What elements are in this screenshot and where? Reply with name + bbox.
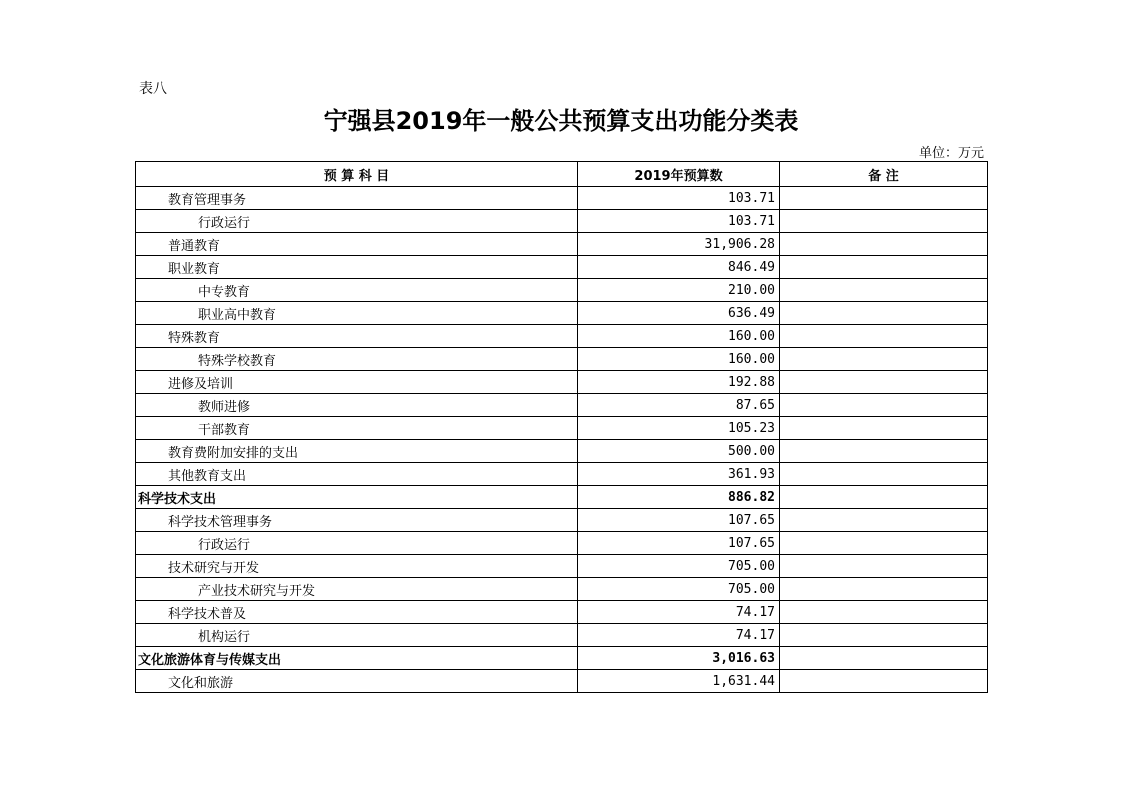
amount-cell: 1,631.44	[578, 670, 780, 693]
table-row	[136, 601, 988, 624]
note-cell	[780, 624, 988, 647]
table-row	[136, 348, 988, 371]
amount-cell: 103.71	[578, 187, 780, 210]
amount-cell: 103.71	[578, 210, 780, 233]
note-cell	[780, 532, 988, 555]
amount-cell: 74.17	[578, 624, 780, 647]
page-title: 宁强县2019年一般公共预算支出功能分类表	[323, 107, 799, 135]
note-cell	[780, 417, 988, 440]
subject-cell: 职业高中教育	[136, 302, 578, 325]
table-row	[136, 256, 988, 279]
table-row	[136, 555, 988, 578]
table-row	[136, 417, 988, 440]
note-cell	[780, 394, 988, 417]
note-cell	[780, 325, 988, 348]
amount-cell: 107.65	[578, 509, 780, 532]
amount-cell: 107.65	[578, 532, 780, 555]
subject-cell: 教育管理事务	[136, 187, 578, 210]
note-cell	[780, 279, 988, 302]
amount-cell: 636.49	[578, 302, 780, 325]
subject-cell: 科学技术普及	[136, 601, 578, 624]
note-cell	[780, 486, 988, 509]
table-body	[136, 187, 988, 693]
amount-cell: 192.88	[578, 371, 780, 394]
subject-cell: 职业教育	[136, 256, 578, 279]
note-cell	[780, 578, 988, 601]
unit-label: 单位：万元	[918, 146, 984, 161]
table-row	[136, 325, 988, 348]
subject-cell: 科学技术管理事务	[136, 509, 578, 532]
note-cell	[780, 601, 988, 624]
subject-cell: 行政运行	[136, 210, 578, 233]
amount-cell: 886.82	[578, 486, 780, 509]
amount-cell: 74.17	[578, 601, 780, 624]
subject-cell: 机构运行	[136, 624, 578, 647]
note-cell	[780, 210, 988, 233]
column-header-note: 备 注	[780, 162, 988, 187]
subject-cell: 中专教育	[136, 279, 578, 302]
subject-cell: 特殊教育	[136, 325, 578, 348]
amount-cell: 705.00	[578, 555, 780, 578]
subject-cell: 科学技术支出	[136, 486, 578, 509]
amount-cell: 105.23	[578, 417, 780, 440]
subject-cell: 干部教育	[136, 417, 578, 440]
amount-cell: 705.00	[578, 578, 780, 601]
table-row	[136, 233, 988, 256]
budget-table	[135, 161, 988, 693]
table-row	[136, 578, 988, 601]
column-header-subject: 预 算 科 目	[136, 162, 578, 187]
note-cell	[780, 348, 988, 371]
table-header-row	[136, 162, 988, 187]
amount-cell: 3,016.63	[578, 647, 780, 670]
note-cell	[780, 371, 988, 394]
subject-cell: 普通教育	[136, 233, 578, 256]
subject-cell: 教育费附加安排的支出	[136, 440, 578, 463]
amount-cell: 846.49	[578, 256, 780, 279]
table-row	[136, 394, 988, 417]
subject-cell: 行政运行	[136, 532, 578, 555]
subject-cell: 文化和旅游	[136, 670, 578, 693]
subject-cell: 教师进修	[136, 394, 578, 417]
table-row	[136, 440, 988, 463]
table-row	[136, 647, 988, 670]
table-number-label: 表八	[139, 81, 167, 97]
table-row	[136, 624, 988, 647]
note-cell	[780, 670, 988, 693]
column-header-amount: 2019年预算数	[578, 162, 780, 187]
amount-cell: 210.00	[578, 279, 780, 302]
note-cell	[780, 256, 988, 279]
note-cell	[780, 463, 988, 486]
table-row	[136, 486, 988, 509]
table-row	[136, 509, 988, 532]
table-row	[136, 302, 988, 325]
amount-cell: 160.00	[578, 348, 780, 371]
note-cell	[780, 302, 988, 325]
note-cell	[780, 555, 988, 578]
note-cell	[780, 233, 988, 256]
subject-cell: 技术研究与开发	[136, 555, 578, 578]
table-row	[136, 670, 988, 693]
amount-cell: 361.93	[578, 463, 780, 486]
table-row	[136, 371, 988, 394]
note-cell	[780, 509, 988, 532]
note-cell	[780, 647, 988, 670]
table-row	[136, 279, 988, 302]
subject-cell: 进修及培训	[136, 371, 578, 394]
table-row	[136, 532, 988, 555]
subject-cell: 文化旅游体育与传媒支出	[136, 647, 578, 670]
table-row	[136, 463, 988, 486]
table-row	[136, 210, 988, 233]
amount-cell: 31,906.28	[578, 233, 780, 256]
table-row	[136, 187, 988, 210]
subject-cell: 其他教育支出	[136, 463, 578, 486]
note-cell	[780, 187, 988, 210]
subject-cell: 产业技术研究与开发	[136, 578, 578, 601]
amount-cell: 160.00	[578, 325, 780, 348]
amount-cell: 500.00	[578, 440, 780, 463]
note-cell	[780, 440, 988, 463]
amount-cell: 87.65	[578, 394, 780, 417]
subject-cell: 特殊学校教育	[136, 348, 578, 371]
